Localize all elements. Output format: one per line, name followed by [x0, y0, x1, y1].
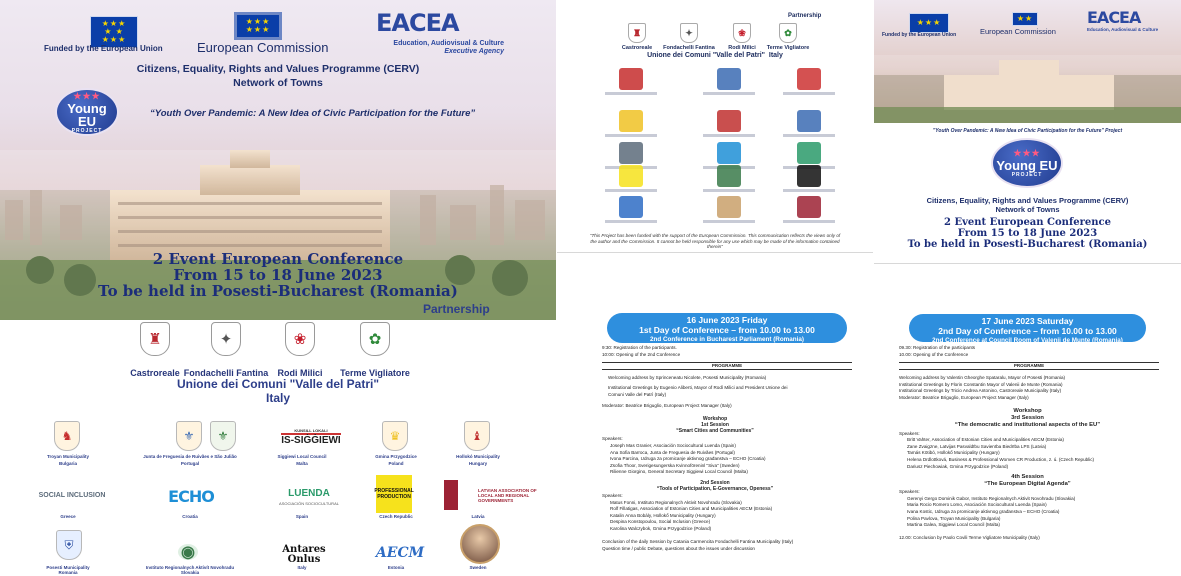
partner-country: Poland	[388, 461, 404, 466]
young-eu-name: Young EU	[67, 100, 107, 129]
right-ec-logo-icon: ★★	[1012, 12, 1038, 26]
mid-partner-caption-line	[703, 92, 755, 95]
right-funded-by: Funded by the European Union	[882, 32, 957, 38]
young-eu-project: PROJECT	[71, 127, 103, 134]
opening-time: 10:00: Opening of the 2nd Conference	[602, 351, 681, 357]
mid-partner-caption-line	[605, 134, 657, 137]
right-eu-flag-icon: ★★★	[909, 13, 949, 33]
mid-partner-caption-line	[703, 189, 755, 192]
partnership-label: Partnership	[423, 302, 490, 316]
workshop-heading: “The democratic and institutional aspects of the EU”	[954, 421, 1101, 428]
session-heading: “Tools of Participation, E-Governance, Openess”	[656, 486, 774, 492]
mid-crest-name: Fondachelli Fantina	[663, 45, 715, 51]
session-heading: “The European Digital Agenda”	[984, 481, 1071, 488]
programme-item: Institutional Greetings by Eugenio Aliberti, Mayor of Rodì Milici and President Unione dei	[608, 385, 788, 391]
partner-title: Instituto Regionalnych Aktivít Novohradu	[145, 565, 235, 570]
partner-title: Hollokó Municipality	[456, 454, 500, 459]
partner-title: Posesti Municipality	[46, 565, 90, 570]
mid-union-title	[557, 52, 873, 59]
logo-top-text: KUNSILL LOKALI	[294, 428, 328, 433]
right-slogan: "Youth Over Pandemic: A New Idea of Civic Participation for the Future" Project	[932, 128, 1123, 134]
mid-partner-logo-icon	[717, 165, 741, 187]
funding-disclaimer: "This Project has been funded with the support of the European Commission. This communication reflects the views only of the author and the Commission. It cannot be held responsible for any use which may be made of the information contained therein"	[589, 233, 841, 250]
mid-partner-caption-line	[783, 92, 835, 95]
programme-bar: PROGRAMME	[899, 362, 1159, 370]
conclusion-line: Conclusion of the daily Session by Catania Carmencita Fondachelli Fantina Municipality (Italy)	[602, 538, 794, 544]
right-european-commission: European Commission	[980, 27, 1056, 36]
day2-header	[909, 314, 1146, 342]
speaker-line: Rilienne Giorgino, General Secretary Siggiewi Local Council (Malta)	[610, 469, 748, 475]
mid-partnership-label: Partnership	[788, 13, 822, 19]
mid-crest-name: Terme Vigliatore	[766, 45, 810, 51]
mid-partner-logo-icon	[797, 142, 821, 164]
eacea-sub-line2: Executive Agency	[444, 47, 504, 55]
day1-date: 16 June 2023 Friday	[686, 315, 768, 325]
right-young-eu-project: PROJECT	[1011, 172, 1043, 178]
castle-crest-icon: ♜	[140, 322, 170, 356]
social-inclusion-logo: SOCIAL INCLUSION	[38, 491, 106, 499]
right-eacea-logo: EACEA	[1087, 8, 1141, 27]
speaker-line: Karolina Walczybok, Gmina Przygodzice (Poland)	[610, 526, 712, 531]
partner-title: Italy	[297, 565, 307, 570]
right-eacea-sub: Education, Audiovisual & Culture	[1087, 27, 1159, 32]
stars-icon: ★★★	[73, 90, 101, 101]
union-country: Italy	[265, 391, 290, 405]
project-slogan: “Youth Over Pandemic: A New Idea of Civic Participation for the Future”	[150, 108, 476, 119]
partner-title: Troyan Municipality	[46, 454, 89, 459]
partner-country: Greece	[60, 514, 76, 519]
mid-partner-caption-line	[783, 189, 835, 192]
siggiewi-logo	[264, 422, 358, 452]
conf-title-line1: 2 Event European Conference	[152, 250, 404, 268]
municipality-crest-icon: ♞	[54, 421, 80, 451]
echo-logo: ECHO	[168, 486, 214, 506]
flower-crest-icon: ✿	[360, 322, 390, 356]
logo-main-text: IS-SIĠĠIEWI	[281, 435, 341, 446]
right-palace-illustration	[874, 55, 1181, 125]
mid-crest-name: Rodi Milici	[728, 45, 756, 51]
speaker-line: Helena Drdlottková, Business & Professional Women CR Production, z. ú. (Czech Republic)	[907, 457, 1095, 462]
luenda-subtitle: ASOCIACIÓN SOCIOCULTURAL	[279, 501, 339, 506]
programme-item: Institutional Greetings by Tricio Andrea Antonino, Castroreale Municipality (Italy)	[899, 388, 1062, 394]
programme-item: Comuni Valle del Patrì (Italy)	[608, 391, 667, 397]
speaker-line: Tamás Kötibó, Hollokő Municipality (Hungary)	[907, 450, 1000, 456]
partner-title: Junta de Freguesia de Ruivães e São Julião	[143, 454, 237, 459]
partner-country: Romania	[58, 570, 78, 575]
mid-crest-icon: ✿	[779, 23, 797, 43]
crest-name: Terme Vigliatore	[340, 368, 410, 378]
mid-crest-icon: ✦	[680, 23, 698, 43]
mid-partner-logo-icon	[619, 165, 643, 187]
antares-logo: Antares Onlus	[282, 544, 326, 565]
professional-production-logo: PROFESSIONAL PRODUCTION	[376, 475, 412, 513]
speaker-line: Zsofia Thoor, Sverigesungerska Kvinnoföreninl "Siva" (Sweden)	[610, 462, 740, 468]
workshop-heading: 3rd Session	[1011, 414, 1044, 421]
partner-country: Latvia	[471, 514, 485, 519]
mid-partner-logo-icon	[797, 110, 821, 132]
left-poster	[0, 0, 556, 576]
mid-partner-logo-icon	[797, 165, 821, 187]
right-conf-line2: From 15 to 18 June 2023	[957, 228, 1098, 239]
speakers-label: Speakers:	[899, 430, 920, 436]
workshop-heading: 1st Session	[701, 422, 729, 429]
partner-title: Estonia	[387, 565, 405, 570]
session-heading: 4th Session	[1011, 474, 1044, 481]
mid-crest-icon: ♜	[628, 23, 646, 43]
mid-partner-logo-icon	[717, 142, 741, 164]
right-young-eu-logo	[991, 138, 1063, 188]
speaker-line: Zane Zvaigzne, Latvijas Pasvaldību Savienība Biedrība LPS (Latvia)	[907, 443, 1047, 449]
funded-by-text: Funded by the European Union	[44, 44, 163, 53]
mid-partner-caption-line	[605, 92, 657, 95]
speaker-line: Katalin Anna Bobály, Hollokő Municipality (Hungary)	[610, 512, 716, 518]
speaker-line: Despina Konstopoulou, Social Inclusion (Greece)	[610, 519, 711, 525]
partner-country: Spain	[295, 514, 309, 519]
speaker-line: Ana Sofia Barroca, Junta de Freguesia de Ruivães (Portugal)	[610, 449, 735, 455]
european-commission-text: European Commission	[197, 40, 329, 55]
mid-partner-logo-icon	[717, 68, 741, 90]
speakers-label: Speakers:	[602, 436, 623, 442]
workshop-heading: Workshop	[1013, 407, 1042, 414]
speaker-line: Maria Rocio Romero Lomo, Asociación Sociocultural Luenda (Spain)	[907, 502, 1047, 508]
partner-title: Sweden	[469, 565, 487, 570]
rose-crest-icon: ❀	[285, 322, 315, 356]
partner-country: Slovakia	[180, 570, 200, 575]
mid-partner-logo-icon	[797, 196, 821, 218]
partner-country: Bulgaria	[58, 461, 77, 466]
right-programme-line2: Network of Towns	[995, 205, 1060, 214]
conclusion-line: 12.00: Conclusion by Paolo Covili Terme Vigliatore Municipality (Italy)	[899, 534, 1040, 540]
municipality-crest-icon: ♝	[464, 421, 490, 451]
speaker-line: Martina Galea, Siggiewi Local Council (Malta)	[907, 522, 1000, 528]
registration-time: 9:30: Registration of the participants.	[602, 345, 677, 350]
municipality-crest-icon: ⚜	[210, 421, 236, 451]
mid-partner-logo-icon	[619, 196, 643, 218]
institute-logo-icon: ◉	[178, 544, 198, 560]
moderator-line: Moderator: Beatrice Briguglio, European Project Manager (Italy)	[602, 403, 732, 409]
mid-partner-logo-icon	[619, 110, 643, 132]
speakers-label: Speakers:	[899, 489, 920, 495]
eacea-subtitle	[376, 40, 504, 55]
right-young-eu-name: Young EU	[996, 158, 1058, 173]
crest-name: Castroreale	[130, 368, 180, 378]
municipality-crest-icon: ⚜	[176, 421, 202, 451]
latvian-association-logo: LATVIAN ASSOCIATION OF LOCAL AND REGIONAL GOVERNMENTS	[444, 480, 548, 510]
registration-time: 09.30: Registration of the participants	[899, 345, 976, 350]
programme-line1: Citizens, Equality, Rights and Values Programme (CERV)	[136, 63, 420, 75]
portrait-avatar	[460, 524, 500, 564]
middle-poster	[557, 0, 873, 576]
programme-line2: Network of Towns	[233, 77, 323, 89]
opening-time: 10.00: Opening of the Conference	[899, 351, 969, 357]
day1-venue: 2nd Conference in Bucharest Parliament (Romania)	[650, 335, 804, 343]
eacea-sub-line1: Education, Audiovisual & Culture	[393, 40, 504, 47]
mid-crest-name: Castroreale	[621, 45, 653, 51]
conf-title-line2: From 15 to 18 June 2023	[173, 266, 383, 284]
crest-name: Fondachelli Fantina	[183, 368, 269, 378]
conf-title-line3: To be held in Posesti-Bucharest (Romania)	[98, 282, 458, 300]
day2-venue: 2nd Conference at Council Room of Valenii de Munte (Romania)	[932, 336, 1123, 344]
mid-divider	[557, 252, 873, 253]
ec-logo-icon: ★★★ ★★★	[234, 12, 282, 40]
eu-flag-icon: ★★★ ★ ★ ★★★	[90, 16, 138, 48]
partner-title: Siggiewi Local Council	[277, 454, 327, 459]
programme-item: Institutional Greetings by Florin Constantin Mayor of Valenii de Munte (Romania)	[899, 381, 1063, 387]
union-title: Unione dei Comuni "Valle del Patri"	[176, 377, 380, 391]
partner-country: Hungary	[468, 461, 488, 466]
mid-crest-icon: ❀	[733, 23, 751, 43]
mid-partner-caption-line	[703, 220, 755, 223]
mid-partner-caption-line	[703, 134, 755, 137]
programme-item: Welcoming address by Sprinceneatu Nicolete, Posesti Municipality (Romania)	[608, 375, 767, 381]
partner-country: Croatia	[182, 514, 198, 519]
aecm-logo: AECM	[375, 545, 425, 561]
workshop-heading: “Smart Cities and Communities”	[676, 428, 754, 435]
right-poster	[874, 0, 1181, 576]
speaker-line: Polina Pavlova, Troyan Municipality (Bulgaria)	[907, 515, 1001, 521]
luenda-logo: LUENDA	[288, 487, 330, 499]
young-eu-logo	[55, 88, 119, 136]
mid-partner-logo-icon	[717, 196, 741, 218]
day2-date: 17 June 2023 Saturday	[981, 316, 1074, 326]
mid-partner-logo-icon	[717, 110, 741, 132]
mid-partner-caption-line	[605, 189, 657, 192]
partner-country: Czech Republic	[379, 514, 413, 519]
right-conf-line3: To be held in Posesti-Bucharest (Romania)	[907, 239, 1148, 250]
day1-header	[607, 313, 847, 343]
speaker-line: Britt Vahter, Association of Estonian Cities and Municipalities AECM (Estonia)	[907, 437, 1064, 443]
mid-union-country: Italy	[768, 52, 783, 59]
municipality-crest-icon: ♛	[382, 421, 408, 451]
speaker-line: Dariusz Piechowiak, Gmina Przygodzice (Poland)	[907, 463, 1009, 469]
partner-title: Gmina Przygodzice	[375, 454, 417, 459]
speaker-line: Matus Fonni, Instituto Regionalnych Aktivit Novohradu (Slovakia)	[610, 499, 742, 505]
right-stars-icon: ★★★	[1013, 148, 1041, 158]
posesti-crest-icon: ⛨	[56, 530, 82, 560]
right-programme-line1: Citizens, Equality, Rights and Values Programme (CERV)	[926, 196, 1129, 205]
mid-partner-caption-line	[605, 220, 657, 223]
session-heading: 2nd Session	[700, 480, 730, 486]
mid-partner-logo-icon	[619, 142, 643, 164]
partner-country: Portugal	[180, 461, 200, 466]
question-time-line: Question time / public Debate, questions about the issues under discussion	[602, 546, 755, 552]
speaker-line: Gerenyi Gergo Dominik Gabor, Instituto Regionalnych Aktivit Novohradu (Slovakia)	[907, 495, 1076, 501]
mid-union-name: Unione dei Comuni "Valle del Patri"	[647, 52, 765, 59]
mid-partner-caption-line	[783, 134, 835, 137]
speaker-line: Ivona Parcina, Udruga za promicanje aktivnog građanstva – ECHO (Croatia)	[610, 456, 766, 462]
day1-title: 1st Day of Conference – from 10.00 to 13.00	[639, 324, 815, 335]
programme-item: Moderator: Beatrice Briguglio, European Project Manager (Italy)	[899, 395, 1029, 400]
programme-item: Welcoming address by Valentin Gheorghe Spataralu, Mayor of Posesti (Romania)	[899, 375, 1066, 381]
right-divider	[874, 263, 1181, 264]
workshop-heading: Workshop	[702, 416, 728, 423]
programme-bar: PROGRAMME	[602, 362, 852, 370]
eacea-logo: EACEA	[376, 9, 459, 37]
mid-partner-logo-icon	[797, 68, 821, 90]
crest-name: Rodi Milici	[277, 368, 323, 378]
mid-partner-logo-icon	[619, 68, 643, 90]
speaker-line: Ivana Kostic, Udruga za promicanje aktivnog građanstva – ECHO (Croatia)	[907, 509, 1060, 514]
speaker-line: Joseph Mas Granier, Asociación Sociocultural Luenda (Spain)	[610, 443, 736, 448]
speaker-line: Rolf Fillatigas, Association of Estonian Cities and Municipalities AECM (Estonia)	[610, 506, 773, 512]
mid-partner-caption-line	[783, 220, 835, 223]
partner-country: Malta	[296, 461, 308, 466]
eagle-crest-icon: ✦	[211, 322, 241, 356]
speakers-label: Speakers:	[602, 493, 623, 498]
day2-title: 2nd Day of Conference – from 10.00 to 13.00	[938, 325, 1117, 336]
right-conf-line1: 2 Event European Conference	[944, 217, 1111, 228]
